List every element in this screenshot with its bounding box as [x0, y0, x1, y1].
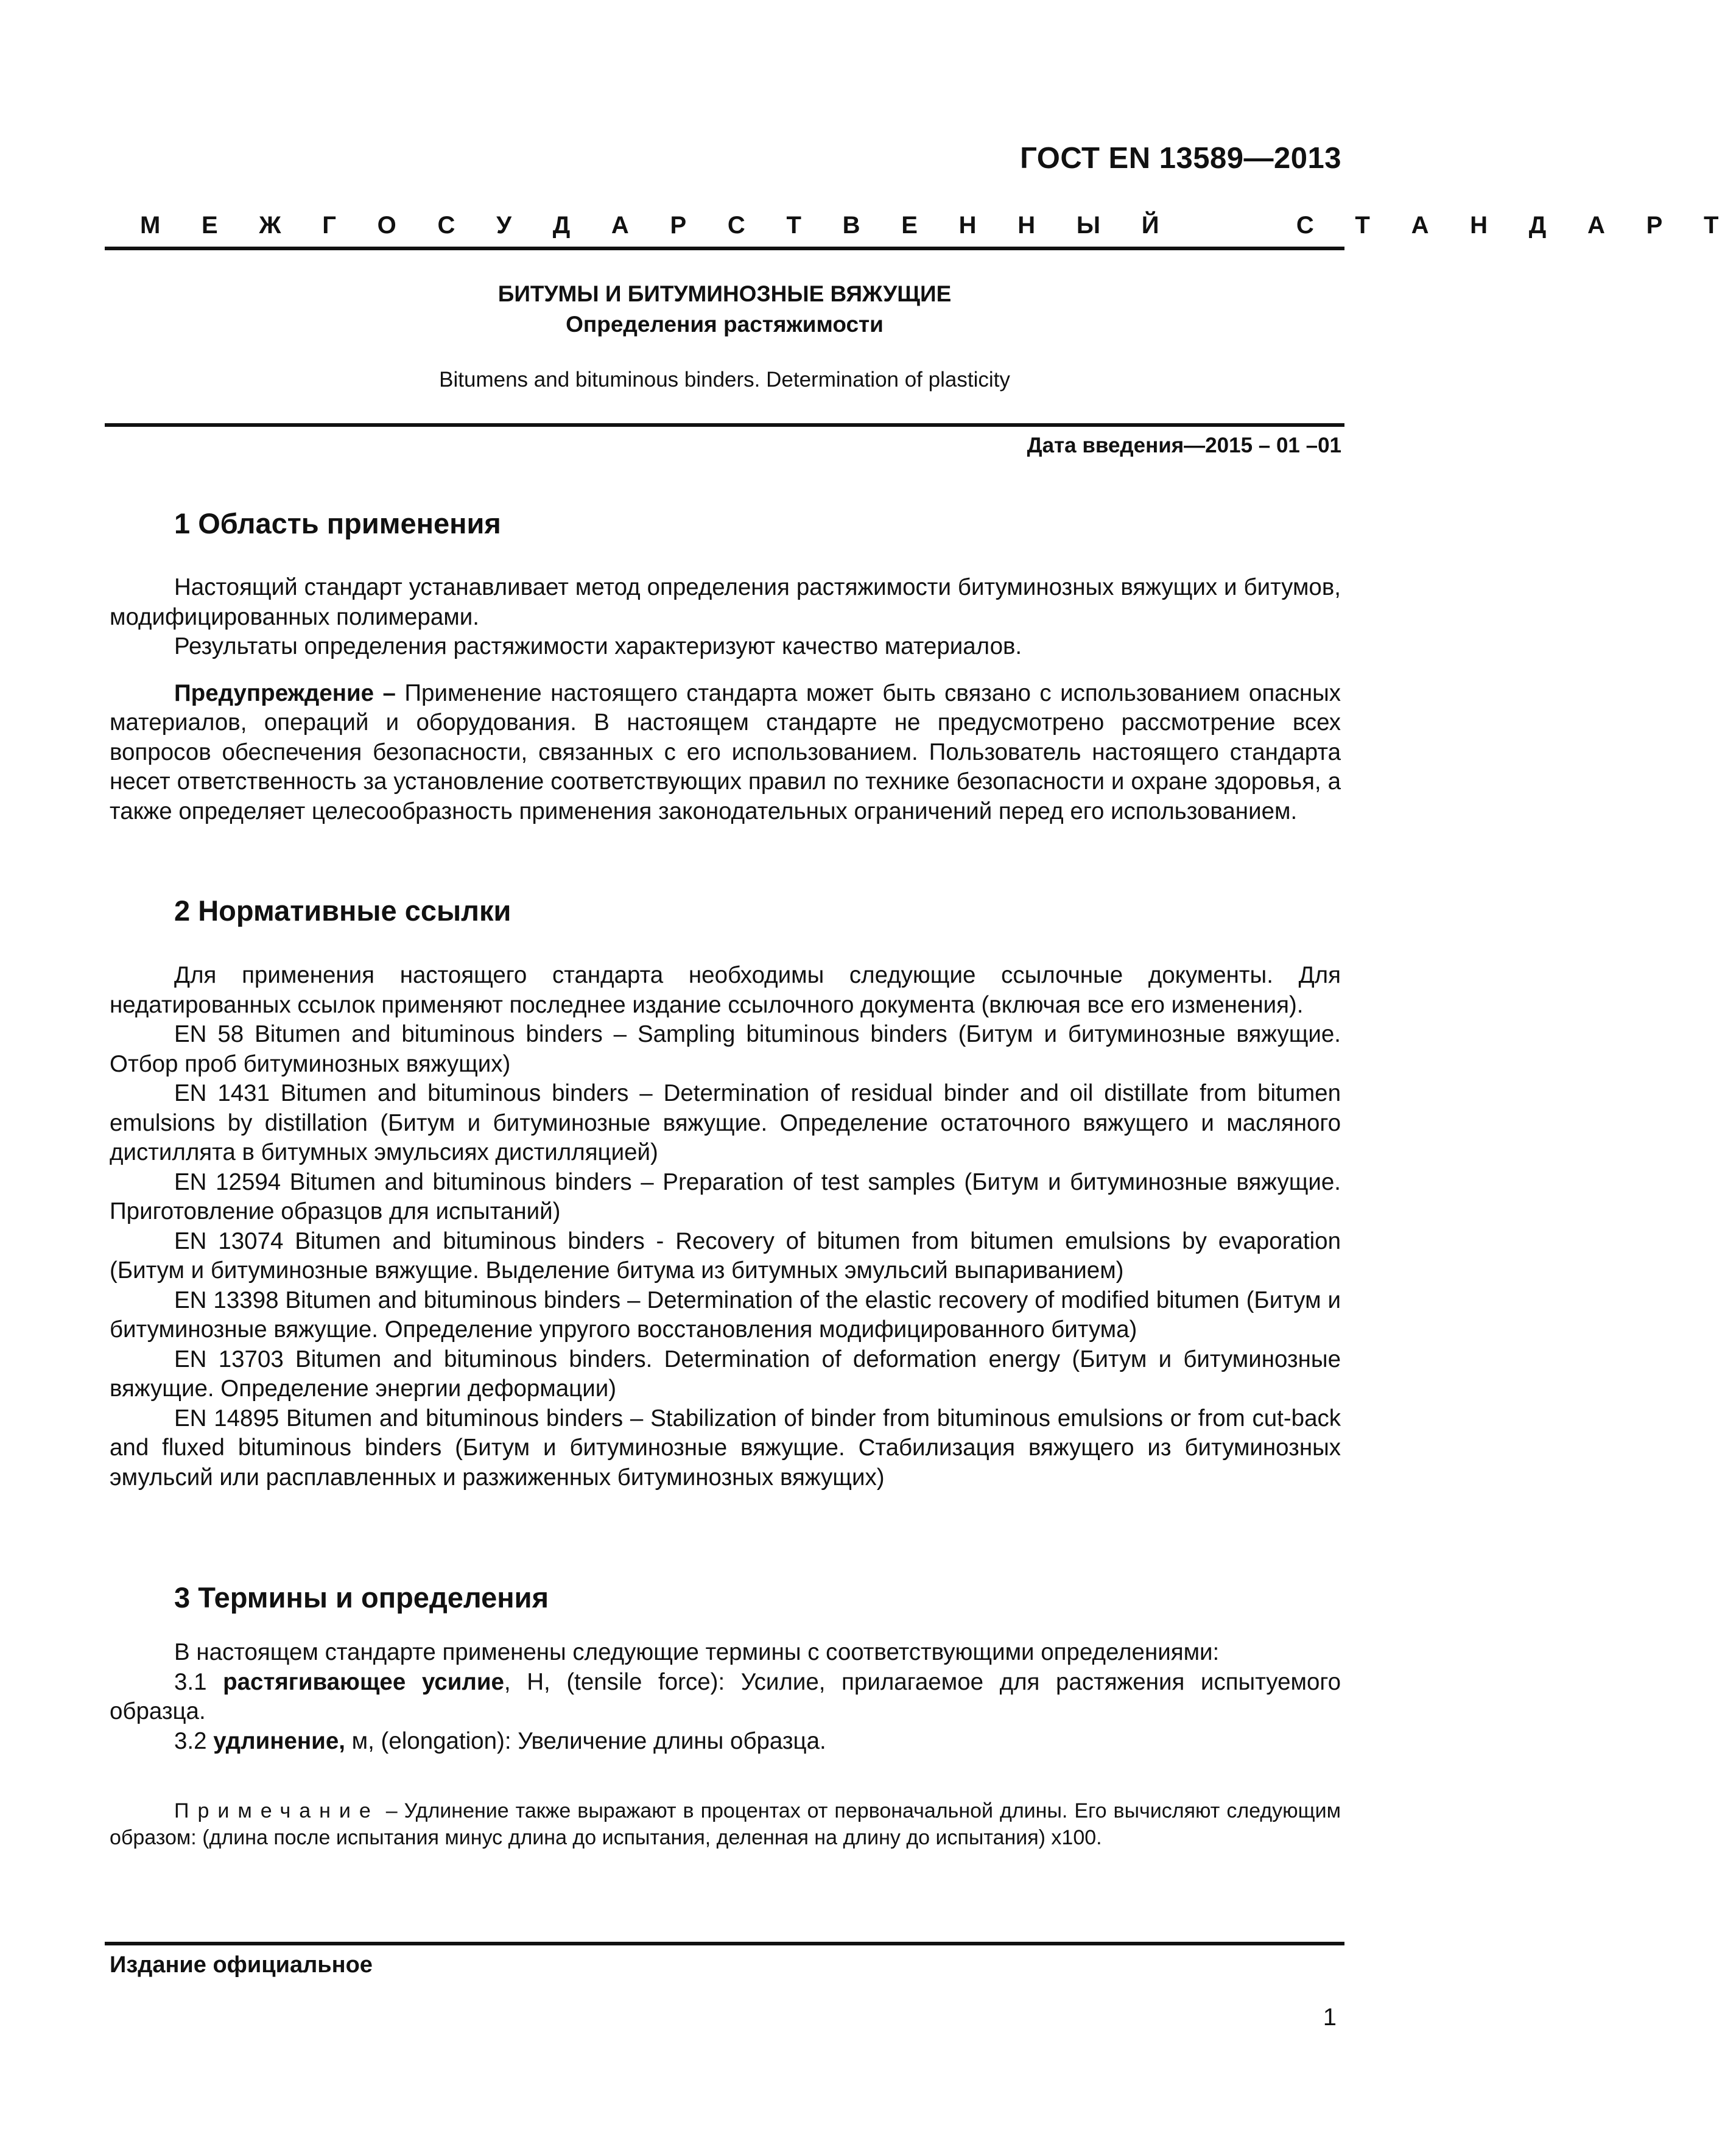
reference-item: EN 14895 Bitumen and bituminous binders – Stabilization of binder from bituminous emulsions or from cut-back and fluxed bituminous binders (Битум и битуминозные вяжущие. Стабилизация вяжущего из битуминозных эмульсий или расплавленных и разжиженных битуминозных вяжущих) [110, 1405, 1341, 1491]
scope-paragraph: Настоящий стандарт устанавливает метод определения растяжимости битуминозных вяжущих и битумов, модифицированных полимерами. [110, 574, 1341, 630]
document-title: БИТУМЫ И БИТУМИНОЗНЫЕ ВЯЖУЩИЕ [497, 281, 952, 306]
note-text: – Удлинение также выражают в процентах от первоначальной длины. Его вычисляют следующим образом: (длина после испытания минус длина до испытания, деленная на длину до испытания) x100. [110, 1799, 1341, 1849]
note-label: Примечание [174, 1799, 379, 1822]
reference-item: EN 1431 Bitumen and bituminous binders – Determination of residual binder and oil distillate from bitumen emulsions by distillation (Битум и битуминозные вяжущие. Определение остаточного вяжущего и масляного дистиллята в битумных эмульсиях дистилляцией) [110, 1080, 1341, 1165]
section-references-body [110, 961, 1341, 1492]
reference-item: EN 58 Bitumen and bituminous binders – Sampling bituminous binders (Битум и битуминозные вяжущие. Отбор проб битуминозных вяжущих) [110, 1021, 1341, 1077]
term-name: растягивающее усилие [223, 1668, 504, 1695]
english-title: Bitumens and bituminous binders. Determination of plasticity [439, 368, 1010, 392]
scope-paragraph: Результаты определения растяжимости характеризуют качество материалов. [174, 633, 1022, 659]
header-divider [105, 247, 1344, 250]
warning-paragraph [110, 679, 1341, 827]
section-heading-terms: 3 Термины и определения [174, 1581, 549, 1614]
note-paragraph [110, 1797, 1341, 1851]
section-scope-body [110, 573, 1341, 826]
section-heading-scope: 1 Область применения [174, 507, 501, 539]
term-number: 3.1 [174, 1668, 223, 1695]
section-terms-body [110, 1638, 1341, 1756]
section-heading-references: 2 Нормативные ссылки [174, 894, 511, 927]
term-text: , Н, (tensile force): Усилие, прилагаемое для растяжения испытуемого образца. [110, 1668, 1341, 1724]
reference-item: EN 13074 Bitumen and bituminous binders - Recovery of bitumen from bitumen emulsions by evaporation (Битум и битуминозные вяжущие. Выделение битума из битумных эмульсий выпариванием) [110, 1228, 1341, 1284]
page-number: 1 [1323, 2004, 1337, 2031]
official-edition-label: Издание официальное [110, 1952, 373, 1978]
warning-label: Предупреждение – [174, 680, 396, 706]
term-definition [110, 1668, 1341, 1727]
document-code: ГОСТ EN 13589—2013 [1020, 142, 1341, 175]
document-subtitle: Определения растяжимости [566, 312, 884, 337]
reference-item: EN 12594 Bitumen and bituminous binders – Preparation of test samples (Битум и битуминозные вяжущие. Приготовление образцов для испытаний) [110, 1168, 1341, 1224]
reference-item: EN 13398 Bitumen and bituminous binders – Determination of the elastic recovery of modified bitumen (Битум и битуминозные вяжущие. Определение упругого восстановления модифицированного битума) [110, 1287, 1341, 1343]
title-divider [105, 423, 1344, 427]
term-definition [110, 1727, 1341, 1757]
warning-text: Применение настоящего стандарта может быть связано с использованием опасных материалов, операций и оборудования. В настоящем стандарте не предусмотрено рассмотрение всех вопросов обеспечения безопасности, связанных с его использованием. Пользователь настоящего стандарта несет ответственность за установление соответствующих правил по технике безопасности и охране здоровья, а также определяет целесообразность применения законодательных ограничений перед его использованием. [110, 680, 1341, 824]
term-name: удлинение, [213, 1727, 345, 1754]
references-intro: Для применения настоящего стандарта необходимы следующие ссылочные документы. Для недатированных ссылок применяют последнее издание ссылочного документа (включая все его изменения). [110, 962, 1341, 1018]
footer-divider [105, 1942, 1344, 1945]
term-number: 3.2 [174, 1727, 214, 1754]
introduction-date: Дата введения—2015 – 01 –01 [1027, 434, 1341, 457]
reference-item: EN 13703 Bitumen and bituminous binders. Determination of deformation energy (Битум и битуминозные вяжущие. Определение энергии деформации) [110, 1346, 1341, 1402]
terms-intro: В настоящем стандарте применены следующие термины с соответствующими определениями: [174, 1639, 1220, 1665]
standard-type-label: М Е Ж Г О С У Д А Р С Т В Е Н Н Ы Й С Т А Н Д А Р Т [140, 212, 1736, 239]
term-text: м, (elongation): Увеличение длины образца. [345, 1727, 826, 1754]
